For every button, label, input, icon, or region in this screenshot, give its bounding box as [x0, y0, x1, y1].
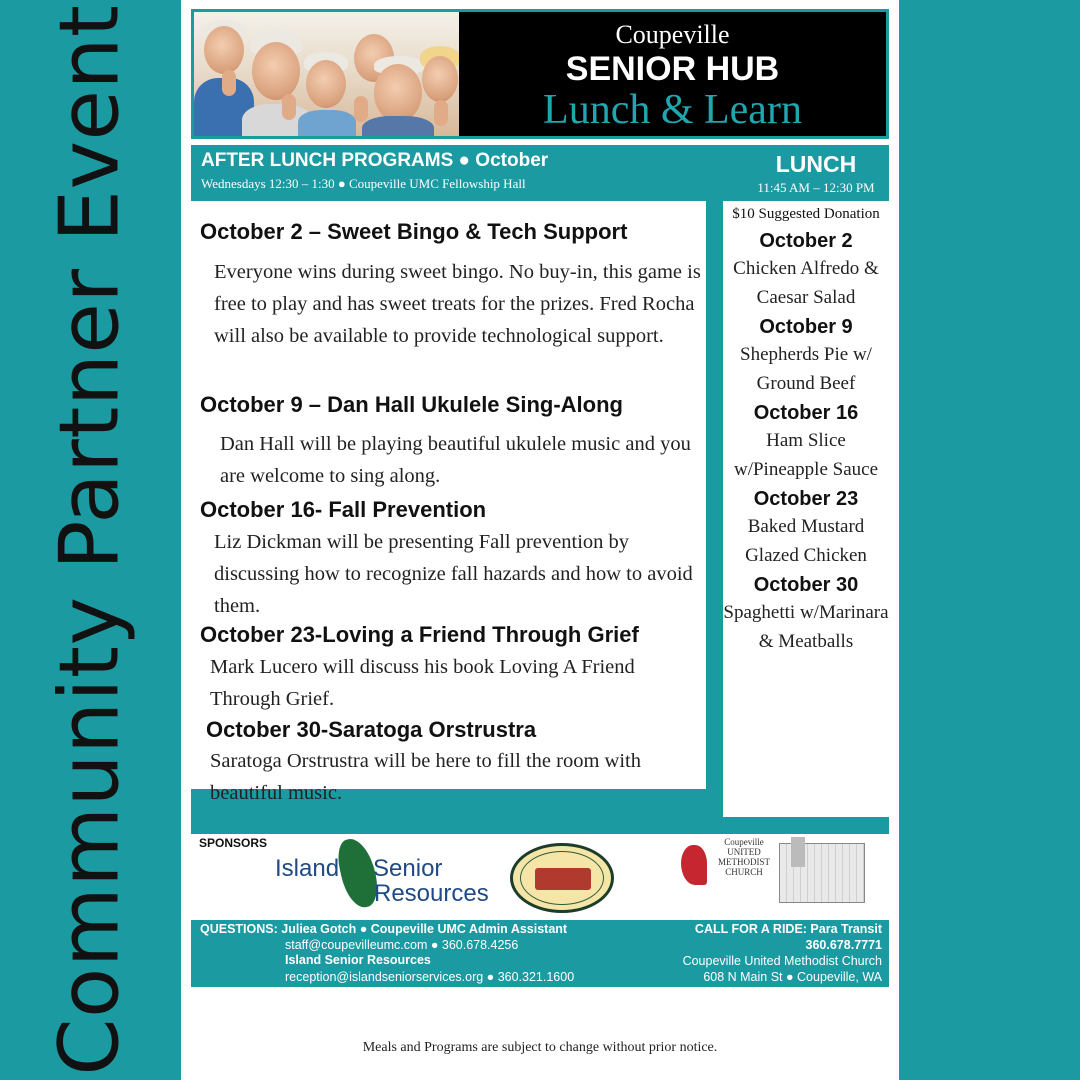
lunch-menu [723, 203, 889, 656]
event-title: October 30-Saratoga Orstrustra [206, 717, 537, 742]
event-desc: Mark Lucero will discuss his book Loving A Friend Through Grief. [210, 656, 635, 710]
menu-date: October 2 [759, 230, 853, 252]
menu-date: October 9 [759, 316, 853, 338]
lunch-title: LUNCH [775, 151, 857, 177]
header-subtitle: Lunch & Learn [543, 87, 802, 133]
isr-contact-name: Island Senior Resources [285, 953, 431, 967]
menu-date: October 16 [753, 402, 859, 424]
staff-contact: staff@coupevilleumc.com ● 360.678.4256 [285, 938, 519, 952]
isr-logo-island: Island Senior [275, 855, 443, 882]
seniors-photo [194, 12, 459, 136]
programs-subtitle: Wednesdays 12:30 – 1:30 ● Coupeville UMC Fellowship Hall [201, 176, 526, 191]
ride-title: CALL FOR A RIDE: Para Transit [694, 922, 882, 936]
lunch-time: 11:45 AM – 12:30 PM [757, 180, 875, 195]
header-title: SENIOR HUB [565, 50, 780, 88]
event-title: October 23-Loving a Friend Through Grief [200, 622, 639, 647]
donation-note: $10 Suggested Donation [732, 206, 880, 222]
header [191, 9, 889, 139]
menu-dish: Ham Slice w/Pineapple Sauce [733, 430, 879, 480]
header-town: Coupeville [615, 20, 730, 49]
menu-date: October 23 [753, 488, 859, 510]
event-title: October 16- Fall Prevention [200, 497, 487, 522]
menu-dish: Baked Mustard Glazed Chicken [745, 516, 867, 566]
church-logo-text: Coupeville UNITED METHODIST CHURCH [718, 837, 770, 877]
menu-dish: Shepherds Pie w/ Ground Beef [740, 344, 872, 394]
church-name: Coupeville United Methodist Church [682, 954, 882, 968]
menu-dish: Spaghetti w/Marinara & Meatballs [723, 602, 889, 652]
sponsor-divider [191, 817, 889, 834]
sponsors-label: SPONSORS [199, 836, 268, 850]
title-box [459, 12, 886, 136]
contact-band [191, 920, 889, 987]
ride-phone: 360.678.7771 [805, 938, 882, 952]
event-desc: Saratoga Orstrustra will be here to fill the room with beautiful music. [210, 750, 641, 804]
event-title: October 9 – Dan Hall Ukulele Sing-Along [200, 392, 623, 417]
side-banner-text: Community Partner Event [42, 4, 138, 1076]
isr-contact: reception@islandseniorservices.org ● 360.321.1600 [285, 970, 575, 984]
coupeville-town-seal [510, 843, 614, 913]
questions-contact: QUESTIONS: Juliea Gotch ● Coupeville UMC Admin Assistant [200, 922, 568, 936]
programs-title: AFTER LUNCH PROGRAMS ● October [201, 150, 549, 171]
menu-date: October 30 [753, 574, 859, 596]
event-desc: Everyone wins during sweet bingo. No buy-in, this game is free to play and has sweet treats for the prizes. Fred Rocha will also be available to provide technological support. [214, 261, 701, 347]
footer-note: Meals and Programs are subject to change without prior notice. [362, 1040, 718, 1055]
right-border [900, 0, 1080, 1080]
church-address: 608 N Main St ● Coupeville, WA [703, 970, 882, 984]
programs-header-band [191, 145, 889, 201]
event-desc: Liz Dickman will be presenting Fall prevention by discussing how to recognize fall hazards and how to avoid them. [214, 531, 693, 617]
event-title: October 2 – Sweet Bingo & Tech Support [200, 219, 628, 244]
flyer-page [181, 0, 899, 1080]
menu-dish: Chicken Alfredo & Caesar Salad [733, 258, 879, 308]
isr-logo-resources: Resources [374, 880, 489, 907]
event-desc: Dan Hall will be playing beautiful ukulele music and you are welcome to sing along. [220, 433, 691, 487]
umc-church-logo [681, 837, 867, 917]
side-banner [0, 0, 180, 1080]
cross-flame-icon [681, 845, 707, 885]
